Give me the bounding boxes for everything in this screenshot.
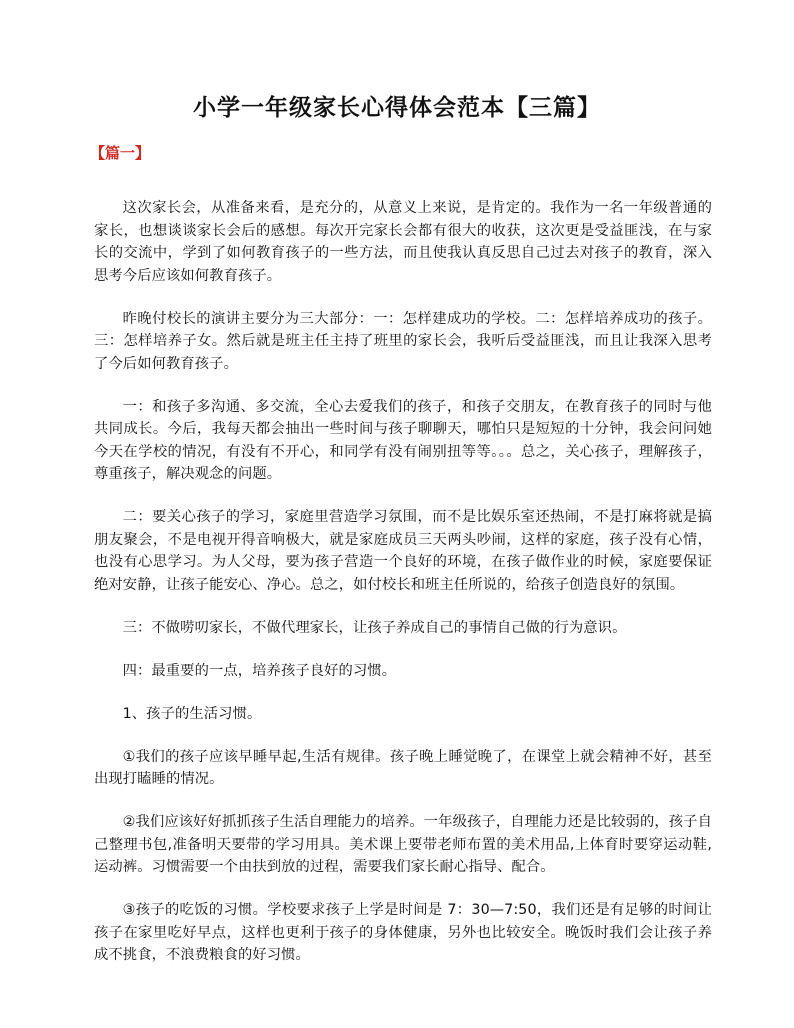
paragraph-8: ①我们的孩子应该早睡早起,生活有规律。孩子晚上睡觉晚了，在课堂上就会精神不好，甚至出现打瞌睡的情况。 [94, 748, 712, 787]
page-title: 小学一年级家长心得体会范本【三篇】 [193, 94, 601, 121]
paragraph-10: ③孩子的吃饭的习惯。学校要求孩子上学是时间是 7：30—7:50，我们还是有足够的时间让孩子在家里吃好早点，这样也更利于孩子的身体健康，另外也比较安全。晚饭时我们会让孩子养成不挑食，不浪费粮食的好习惯。 [94, 902, 712, 963]
paragraph-3: 一：和孩子多沟通、多交流，全心去爱我们的孩子，和孩子交朋友，在教育孩子的同时与他共同成长。今后，我每天都会抽出一些时间与孩子聊聊天，哪怕只是短短的十分钟，我会问问她今天在学校的情况，有没有不开心，和同学有没有闹别扭等等。。。总之，关心孩子，理解孩子，尊重孩子，解决观念的问题。 [94, 398, 712, 482]
paragraph-4: 二：要关心孩子的学习，家庭里营造学习氛围，而不是比娱乐室还热闹，不是打麻将就是搞朋友聚会，不是电视开得音响极大，就是家庭成员三天两头吵闹，这样的家庭，孩子没有心情，也没有心思学习。为人父母，要为孩子营造一个良好的环境，在孩子做作业的时候，家庭要保证绝对安静，让孩子能安心、净心。总之，如付校长和班主任所说的，给孩子创造良好的氛围。 [94, 509, 712, 593]
paragraph-5: 三：不做唠叨家长，不做代理家长，让孩子养成自己的事情自己做的行为意识。 [122, 619, 627, 636]
paragraph-1: 这次家长会，从准备来看，是充分的，从意义上来说，是肯定的。我作为一名一年级普通的家长，也想谈谈家长会后的感想。每次开完家长会都有很大的收获，这次更是受益匪浅，在与家长的交流中，学到了如何教育孩子的一些方法，而且使我认真反思自己过去对孩子的教育，深入思考今后应该如何教育孩子。 [94, 200, 712, 284]
paragraph-7: 1、孩子的生活习惯。 [122, 705, 262, 722]
paragraph-6: 四：最重要的一点，培养孩子良好的习惯。 [122, 662, 397, 679]
paragraph-2: 昨晚付校长的演讲主要分为三大部分：一：怎样建成功的学校。二：怎样培养成功的孩子。三：怎样培养子女。然后就是班主任主持了班里的家长会，我听后受益匪浅，而且让我深入思考了今后如何教育孩子。 [94, 310, 712, 372]
section-label: 【篇一】 [90, 144, 151, 162]
document-body [94, 197, 712, 987]
paragraph-9: ②我们应该好好抓抓孩子生活自理能力的培养。一年级孩子，自理能力还是比较弱的，孩子自己整理书包,准备明天要带的学习用具。美术课上要带老师布置的美术用品,上体育时要穿运动鞋,运动裤。习惯需要一个由扶到放的过程，需要我们家长耐心指导、配合。 [94, 814, 712, 875]
